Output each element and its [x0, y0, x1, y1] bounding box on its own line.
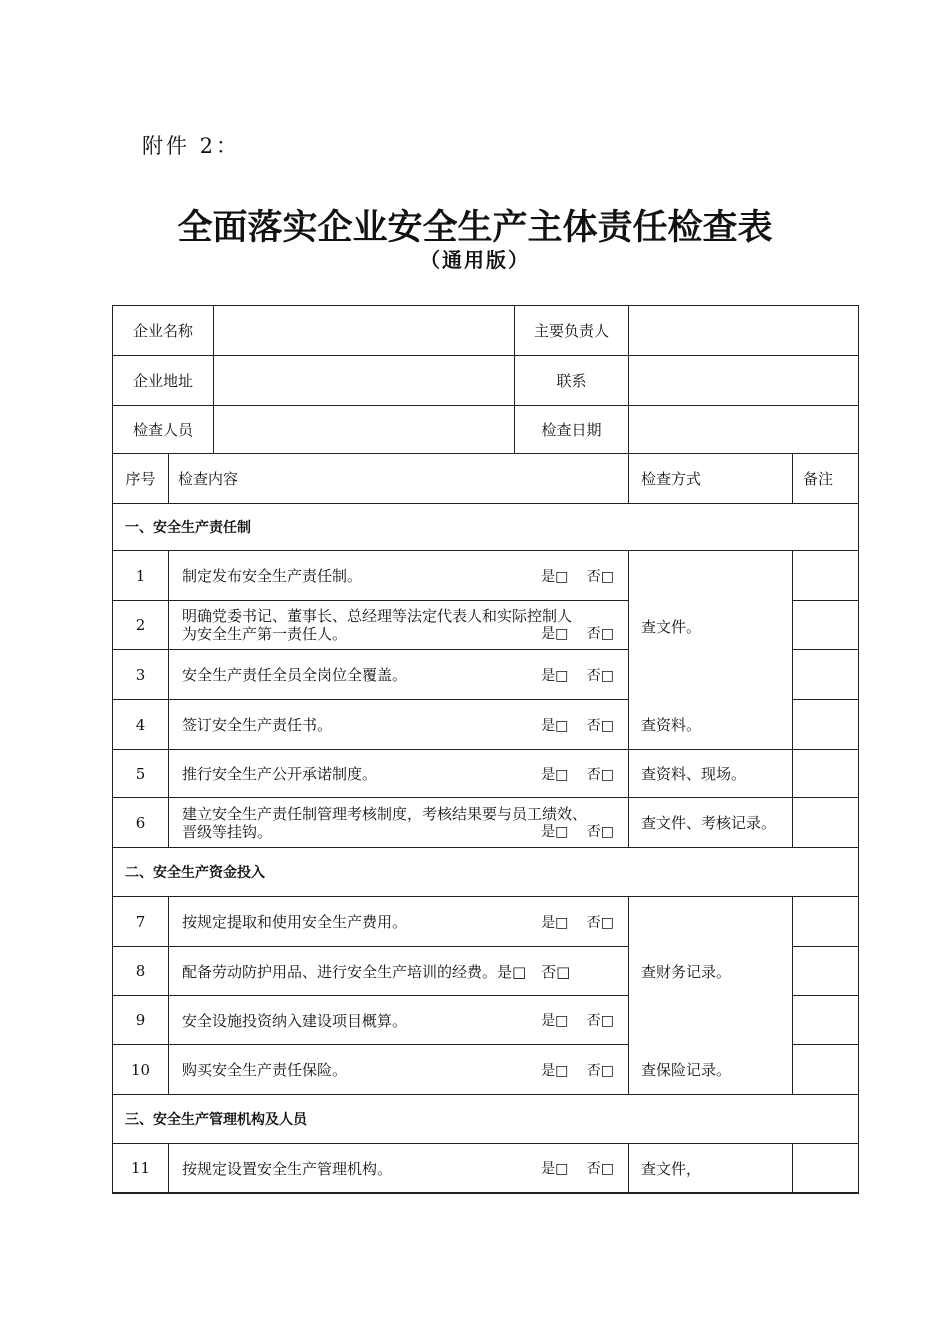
item-remark[interactable] [792, 996, 858, 1044]
yes-no-checkboxes[interactable]: 是□ 否□ [541, 568, 614, 585]
section-title: 一、安全生产责任制 [125, 520, 251, 536]
contact-label: 联系 [514, 356, 628, 405]
item-content [168, 700, 628, 749]
table-row [113, 1144, 858, 1193]
item-remark[interactable] [792, 897, 858, 946]
section-row [113, 848, 858, 897]
item-no: 1 [135, 566, 146, 585]
table-row [113, 750, 858, 798]
document-subtitle: （通用版） [420, 248, 530, 272]
item-text: 安全设施投资纳入建设项目概算。 [182, 1011, 408, 1030]
section-row [113, 504, 858, 551]
address-field[interactable] [213, 356, 514, 405]
item-method: 查资料。 [628, 700, 792, 749]
yes-no-checkboxes[interactable]: 是□ 否□ [541, 1161, 614, 1177]
item-remark[interactable] [792, 551, 858, 600]
document-title: 全面落实企业安全生产主体责任检查表 [177, 208, 773, 248]
company-name-field[interactable] [213, 306, 514, 355]
item-text: 按规定设置安全生产管理机构。 [182, 1159, 393, 1178]
section-title: 二、安全生产资金投入 [125, 865, 265, 881]
item-text: 按规定提取和使用安全生产费用。 [182, 913, 408, 931]
item-text-line2: 为安全生产第一责任人。 [182, 625, 348, 643]
table-row [113, 1045, 858, 1095]
item-text-line1: 建立安全生产责任制管理考核制度，考核结果要与员工绩效、 [182, 804, 588, 823]
col-header-method: 检查方式 [628, 454, 792, 503]
yes-no-checkboxes[interactable]: 是□ 否□ [541, 667, 614, 684]
item-text-line1: 明确党委书记、董事长、总经理等法定代表人和实际控制人 [182, 607, 573, 625]
item-text: 购买安全生产责任保险。 [182, 1061, 348, 1079]
item-content [168, 947, 628, 995]
section-row [113, 1095, 858, 1144]
item-remark[interactable] [792, 1045, 858, 1094]
col-header-content: 检查内容 [168, 454, 628, 503]
item-text: 安全生产责任全员全岗位全覆盖。 [182, 666, 408, 684]
table-row [113, 798, 858, 848]
item-remark[interactable] [792, 798, 858, 847]
date-field[interactable] [628, 406, 858, 453]
col-header-no: 序号 [125, 470, 156, 488]
item-no: 6 [135, 813, 146, 832]
yes-no-checkboxes[interactable]: 是□ 否□ [541, 717, 614, 734]
yes-no-checkboxes[interactable]: 是□ 否□ [541, 914, 614, 931]
merged-method-cell: 查文件。 [628, 552, 793, 700]
principal-label: 主要负责人 [514, 306, 628, 355]
item-method: 查保险记录。 [628, 1045, 792, 1094]
item-text: 配备劳动防护用品、进行安全生产培训的经费。是□ 否□ [182, 962, 571, 981]
item-content [168, 1045, 628, 1094]
item-remark[interactable] [792, 700, 858, 749]
col-header-remark: 备注 [792, 454, 858, 503]
item-content [168, 897, 628, 946]
company-name-label: 企业名称 [132, 322, 193, 340]
item-method: 查文件， [628, 1144, 792, 1192]
item-content [168, 996, 628, 1044]
yes-no-checkboxes[interactable]: 是□ 否□ [541, 1062, 614, 1079]
item-remark[interactable] [792, 601, 858, 649]
inspector-field[interactable] [213, 406, 514, 453]
item-no: 7 [135, 912, 146, 931]
item-no: 8 [135, 962, 146, 980]
item-remark[interactable] [792, 650, 858, 699]
item-content [168, 650, 628, 699]
principal-field[interactable] [628, 306, 858, 355]
item-text: 制定发布安全生产责任制。 [182, 567, 363, 585]
item-content [168, 601, 628, 649]
item-method: 查资料、现场。 [628, 750, 792, 797]
item-content [168, 551, 628, 600]
item-content [168, 798, 628, 847]
info-row-address [113, 356, 858, 406]
item-no: 11 [130, 1159, 151, 1177]
item-content [168, 1144, 628, 1192]
yes-no-checkboxes[interactable]: 是□ 否□ [541, 823, 614, 840]
item-no: 10 [130, 1060, 151, 1079]
item-method: 查文件、考核记录。 [628, 798, 792, 847]
item-text-line2: 晋级等挂钩。 [182, 822, 273, 841]
section-title: 三、安全生产管理机构及人员 [125, 1112, 307, 1128]
yes-no-checkboxes[interactable]: 是□ 否□ [541, 766, 614, 783]
item-no: 4 [135, 715, 146, 734]
column-header-row [113, 454, 858, 504]
table-row [113, 700, 858, 750]
item-no: 3 [135, 665, 146, 684]
item-text: 推行安全生产公开承诺制度。 [182, 765, 378, 783]
info-row-inspector [113, 406, 858, 454]
yes-no-checkboxes[interactable]: 是□ 否□ [541, 626, 614, 642]
inspector-label: 检查人员 [132, 421, 193, 439]
yes-no-checkboxes[interactable]: 是□ 否□ [541, 1013, 614, 1029]
item-text: 签订安全生产责任书。 [182, 716, 333, 734]
item-remark[interactable] [792, 947, 858, 995]
item-content [168, 750, 628, 797]
address-label: 企业地址 [132, 372, 193, 390]
merged-method-cell: 查财务记录。 [628, 898, 793, 1045]
contact-field[interactable] [628, 356, 858, 405]
date-label: 检查日期 [514, 406, 628, 453]
info-row-company [113, 306, 858, 356]
item-remark[interactable] [792, 750, 858, 797]
item-no: 9 [135, 1011, 146, 1029]
item-no: 5 [135, 764, 146, 783]
item-no: 2 [135, 616, 146, 634]
inspection-table [112, 305, 859, 1194]
attachment-label: 附件 2： [142, 134, 241, 158]
item-remark[interactable] [792, 1144, 858, 1192]
